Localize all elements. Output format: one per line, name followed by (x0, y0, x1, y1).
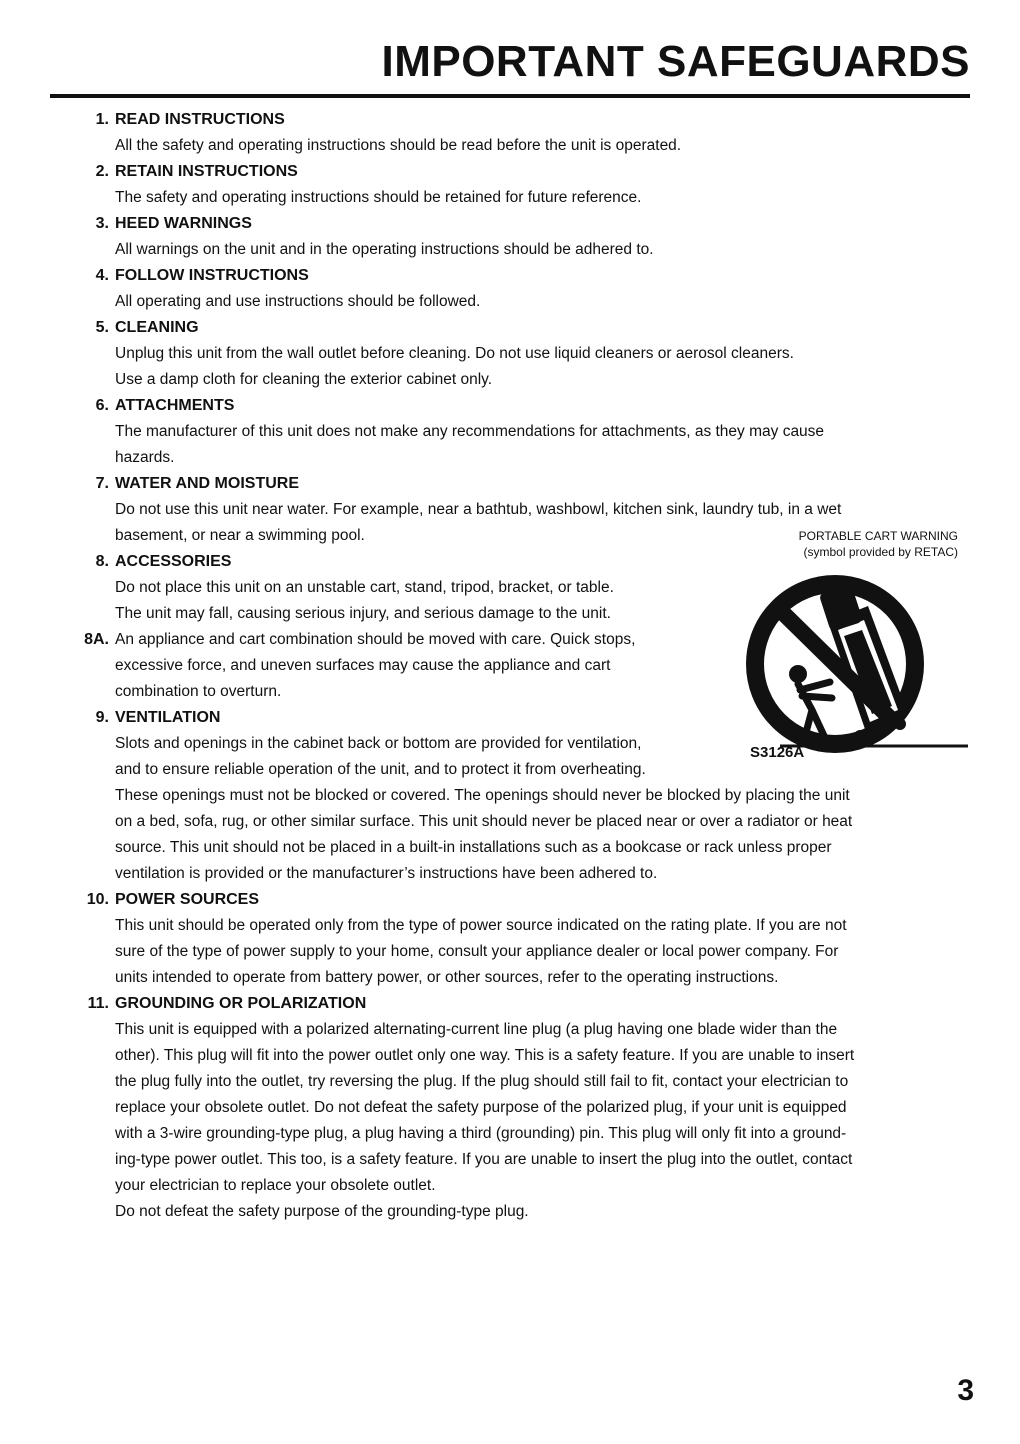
body-line: units intended to operate from battery power, or other sources, refer to the operating instructions. (115, 969, 779, 986)
body-line: Do not use this unit near water. For example, near a bathtub, washbowl, kitchen sink, laundry tub, in a wet (115, 501, 842, 518)
body-line: This unit is equipped with a polarized alternating-current line plug (a plug having one blade wider than the (115, 1021, 838, 1038)
body-line: Do not defeat the safety purpose of the grounding-type plug. (115, 1203, 529, 1220)
body-line: on a bed, sofa, rug, or other similar surface. This unit should never be placed near or over a radiator or heat (115, 813, 853, 830)
body-line: The manufacturer of this unit does not make any recommendations for attachments, as they may cause (115, 423, 825, 440)
body-line: the plug fully into the outlet, try reversing the plug. If the plug should still fail to fit, contact your electrician to (115, 1073, 849, 1090)
item-heading: POWER SOURCES (115, 891, 260, 908)
portable-cart-warning-figure (740, 528, 970, 778)
item-number: 10. (86, 891, 109, 908)
safeguard-item (0, 107, 1020, 159)
item-heading: HEED WARNINGS (115, 215, 252, 232)
safeguard-item (0, 263, 1020, 315)
item-number: 3. (95, 215, 109, 232)
safeguard-item (0, 887, 1020, 991)
body-line: source. This unit should not be placed in a built-in installations such as a bookcase or rack unless proper (115, 839, 832, 856)
page-number: 3 (957, 1374, 974, 1407)
body-line: basement, or near a swimming pool. (115, 527, 365, 544)
safeguard-item (0, 315, 1020, 393)
body-line: Use a damp cloth for cleaning the exterior cabinet only. (115, 371, 493, 388)
item-number: 9. (95, 709, 109, 726)
body-line: The unit may fall, causing serious injury, and serious damage to the unit. (115, 605, 611, 622)
body-line: hazards. (115, 449, 175, 466)
safeguard-item (0, 991, 1020, 1225)
item-body (115, 185, 967, 211)
safeguard-item (0, 159, 1020, 211)
item-number: 4. (95, 267, 109, 284)
item-body (115, 133, 967, 159)
item-body (115, 1017, 967, 1225)
item-heading: ACCESSORIES (115, 553, 232, 570)
item-number: 11. (87, 995, 109, 1012)
item-heading: READ INSTRUCTIONS (115, 111, 285, 128)
item-number: 8. (95, 553, 109, 570)
body-line: with a 3-wire grounding-type plug, a plug having a third (grounding) pin. This plug will only fit into a ground- (115, 1125, 847, 1142)
body-line: All operating and use instructions should be followed. (115, 293, 481, 310)
item-heading: CLEANING (115, 319, 199, 336)
body-line: replace your obsolete outlet. Do not defeat the safety purpose of the polarized plug, if your unit is equipped (115, 1099, 847, 1116)
item-heading: ATTACHMENTS (115, 397, 235, 414)
item-heading: RETAIN INSTRUCTIONS (115, 163, 298, 180)
body-line: All the safety and operating instructions should be read before the unit is operated. (115, 137, 682, 154)
item-heading: VENTILATION (115, 709, 221, 726)
figure-caption-source: (symbol provided by RETAC) (803, 545, 958, 559)
body-line: Slots and openings in the cabinet back or bottom are provided for ventilation, (115, 735, 642, 752)
body-line: This unit should be operated only from the type of power source indicated on the rating plate. If you are not (115, 917, 847, 934)
body-line: and to ensure reliable operation of the unit, and to protect it from overheating. (115, 761, 646, 778)
item-body (115, 237, 967, 263)
body-line: These openings must not be blocked or covered. The openings should never be blocked by placing the unit (115, 787, 850, 804)
item-heading: WATER AND MOISTURE (115, 475, 299, 492)
item-body (115, 913, 967, 991)
item-body (115, 341, 967, 393)
figure-caption: PORTABLE CART WARNING (798, 529, 958, 543)
item-number: 1. (95, 111, 109, 128)
page-title: IMPORTANT SAFEGUARDS (381, 37, 970, 86)
body-line: excessive force, and uneven surfaces may cause the appliance and cart (115, 657, 611, 674)
safeguard-item (0, 211, 1020, 263)
symbol-code: S3126A (750, 744, 805, 761)
body-line: An appliance and cart combination should be moved with care. Quick stops, (115, 631, 636, 648)
body-line: ing-type power outlet. This too, is a safety feature. If you are unable to insert the plug into the outlet, contact (115, 1151, 853, 1168)
body-line: Do not place this unit on an unstable cart, stand, tripod, bracket, or table. (115, 579, 614, 596)
body-line: The safety and operating instructions should be retained for future reference. (115, 189, 642, 206)
item-body (115, 289, 967, 315)
body-line: combination to overturn. (115, 683, 282, 700)
portable-cart-warning-icon (740, 564, 970, 764)
body-line: sure of the type of power supply to your home, consult your appliance dealer or local power company. For (115, 943, 839, 960)
body-line: All warnings on the unit and in the operating instructions should be adhered to. (115, 241, 654, 258)
item-number: 8A. (84, 631, 109, 648)
item-number: 7. (95, 475, 109, 492)
safeguard-item (0, 393, 1020, 471)
item-number: 2. (95, 163, 109, 180)
title-rule (50, 94, 970, 98)
body-line: other). This plug will fit into the power outlet only one way. This is a safety feature. If you are unable to insert (115, 1047, 855, 1064)
body-line: ventilation is provided or the manufacturer’s instructions have been adhered to. (115, 865, 658, 882)
item-body (115, 419, 967, 471)
body-line: your electrician to replace your obsolete outlet. (115, 1177, 436, 1194)
item-heading: FOLLOW INSTRUCTIONS (115, 267, 309, 284)
body-line: Unplug this unit from the wall outlet before cleaning. Do not use liquid cleaners or aerosol cleaners. (115, 345, 794, 362)
item-heading: GROUNDING OR POLARIZATION (115, 995, 367, 1012)
item-number: 5. (95, 319, 109, 336)
item-number: 6. (95, 397, 109, 414)
